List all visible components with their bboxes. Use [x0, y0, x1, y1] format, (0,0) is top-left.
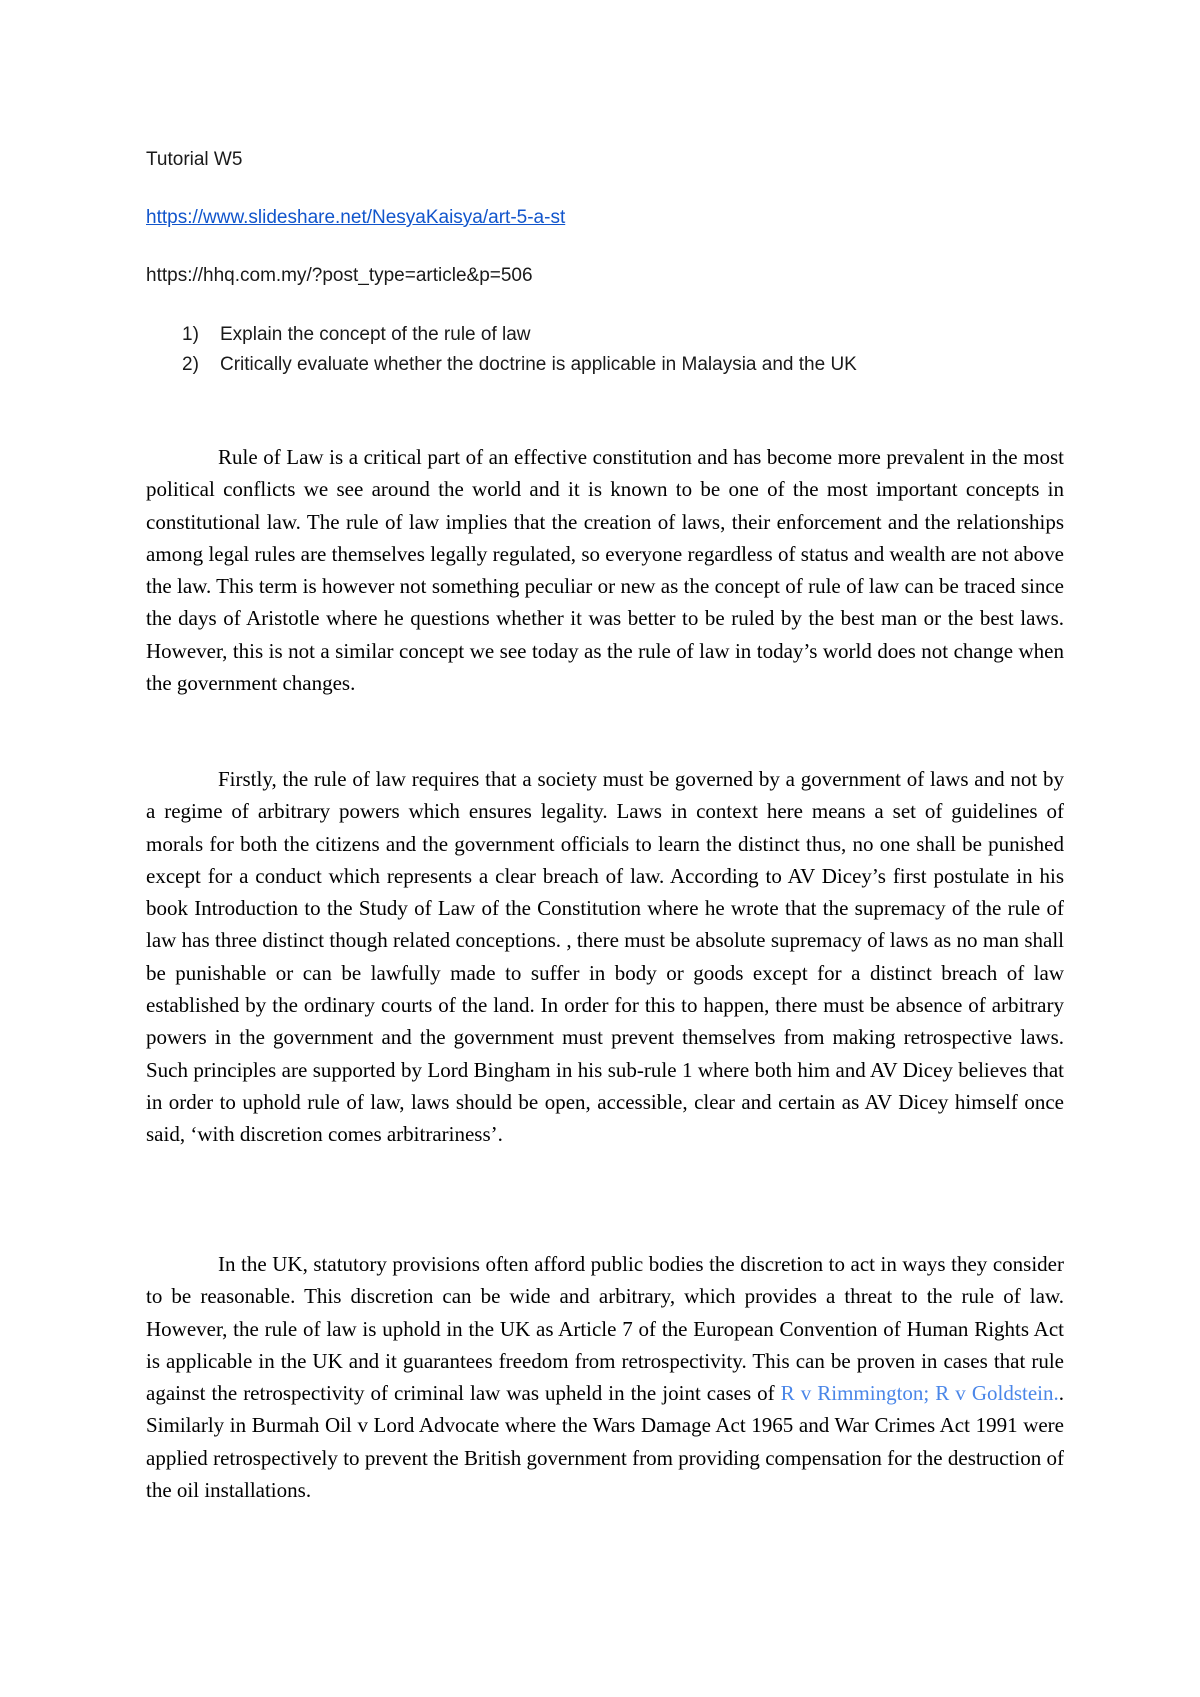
paragraph-uk-application	[146, 1248, 1064, 1506]
case-reference: R v Rimmington; R v Goldstein.	[780, 1381, 1059, 1406]
question-number: 1)	[182, 324, 199, 345]
hhq-link-text: https://hhq.com.my/?post_type=article&p=506	[146, 265, 533, 286]
question-item	[146, 320, 1064, 350]
paragraph-dicey-postulate: Firstly, the rule of law requires that a society must be governed by a government of laws and not by a regime of arbitrary powers which ensures legality. Laws in context here means a set of guidelines of morals for both the citizens and the government officials to learn the distinct thus, no one shall be punished except for a conduct which represents a clear breach of law. According to AV Dicey’s first postulate in his book Introduction to the Study of Law of the Constitution where he wrote that the supremacy of the rule of law has three distinct though related conceptions. , there must be absolute supremacy of laws as no man shall be punishable or can be lawfully made to suffer in body or goods except for a distinct breach of law established by the ordinary courts of the land. In order for this to happen, there must be absence of arbitrary powers in the government and the government must prevent themselves from making retrospective laws. Such principles are supported by Lord Bingham in his sub-rule 1 where both him and AV Dicey believes that in order to uphold rule of law, laws should be open, accessible, clear and certain as AV Dicey himself once said, ‘with discretion comes arbitrariness’.	[146, 767, 1064, 1147]
paragraph-text-before-case: In the UK, statutory provisions often afford public bodies the discretion to act in ways they consider to be reasonable. This discretion can be wide and arbitrary, which provides a threat to the rule of law. However, the rule of law is uphold in the UK as Article 7 of the European Convention of Human Rights Act is applicable in the UK and it guarantees freedom from retrospectivity. This can be proven in cases that rule against the retrospectivity of criminal law was upheld in the joint cases of	[146, 1252, 1064, 1406]
document-page	[146, 0, 1064, 1697]
question-text: Critically evaluate whether the doctrine is applicable in Malaysia and the UK	[220, 354, 857, 375]
question-number: 2)	[182, 354, 199, 375]
paragraph-text-after-case: . Similarly in Burmah Oil v Lord Advocate where the Wars Damage Act 1965 and War Crimes Act 1991 were applied retrospectively to prevent the British government from providing compensation for the destruction of the oil installations.	[146, 1381, 1064, 1503]
slideshare-link[interactable]: https://www.slideshare.net/NesyaKaisya/art-5-a-st	[146, 207, 566, 228]
document-title: Tutorial W5	[146, 149, 243, 170]
paragraph-rule-of-law-intro: Rule of Law is a critical part of an effective constitution and has become more prevalent in the most political conflicts we see around the world and it is known to be one of the most important concepts in constitutional law. The rule of law implies that the creation of laws, their enforcement and the relationships among legal rules are themselves legally regulated, so everyone regardless of status and wealth are not above the law. This term is however not something peculiar or new as the concept of rule of law can be traced since the days of Aristotle where he questions whether it was better to be ruled by the best man or the best laws. However, this is not a similar concept we see today as the rule of law in today’s world does not change when the government changes.	[146, 445, 1064, 696]
question-list	[146, 320, 1064, 380]
question-item	[146, 350, 1064, 380]
question-text: Explain the concept of the rule of law	[220, 324, 531, 345]
